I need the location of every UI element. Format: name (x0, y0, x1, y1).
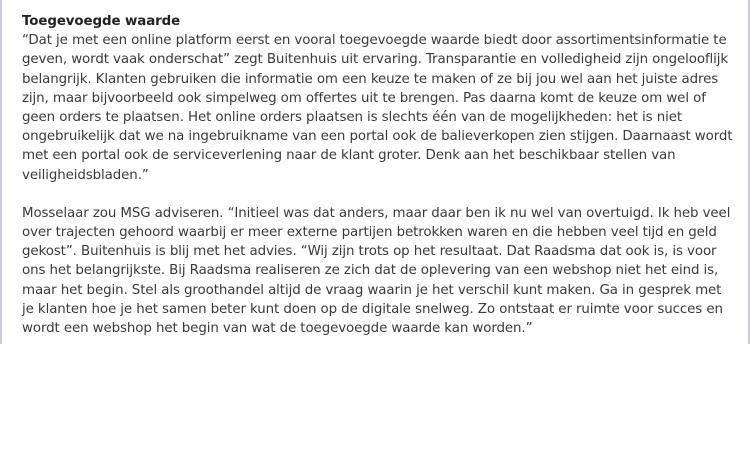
paragraph-advice: Mosselaar zou MSG adviseren. “Initieel was dat anders, maar daar ben ik nu wel van overtuigd. Ik heb veel over trajecten gehoord waarbij er meer externe partijen betrokken waren en die hebben veel tijd en geld gekost”. Buitenhuis is blij met het advies. “Wij zijn trots op het resultaat. Dat Raadsma dat ook is, is voor ons het belangrijkste. Bij Raadsma realiseren ze zich dat de oplevering van een webshop niet het eind is, maar het begin. Stel als groothandel altijd de vraag waarin je het verschil kunt maken. Ga in gesprek met je klanten hoe je het samen beter kunt doen op de digitale snelweg. Zo ontstaat er ruimte voor succes en wordt een webshop het begin van wat de toegevoegde waarde kan worden.” (22, 205, 731, 337)
article-body (22, 12, 734, 338)
section-heading: Toegevoegde waarde (22, 14, 181, 29)
paragraph-quote-added-value: “Dat je met een online platform eerst en vooral toegevoegde waarde biedt door assortimentsinformatie te geven, wordt vaak onderschat” zegt Buitenhuis uit ervaring. Transparantie en volledigheid zijn ongelooflijk belangrijk. Klanten gebruiken die informatie om een keuze te maken of ze bij jou wel aan het juiste adres zijn, maar bijvoorbeeld ook simpelweg om offertes uit te brengen. Pas daarna komt de keuze om wel of geen orders te plaatsen. Het online orders plaatsen is slechts één van de mogelijkheden: het is niet ongebruikelijk dat we na ingebruikname van een portal ook de balieverkopen zien stijgen. Daarnaast wordt met een portal ook de serviceverlening naar de klant groter. Denk aan het beschikbaar stellen van veiligheidsbladen.” (22, 33, 733, 183)
paragraph-spacer (22, 185, 734, 204)
